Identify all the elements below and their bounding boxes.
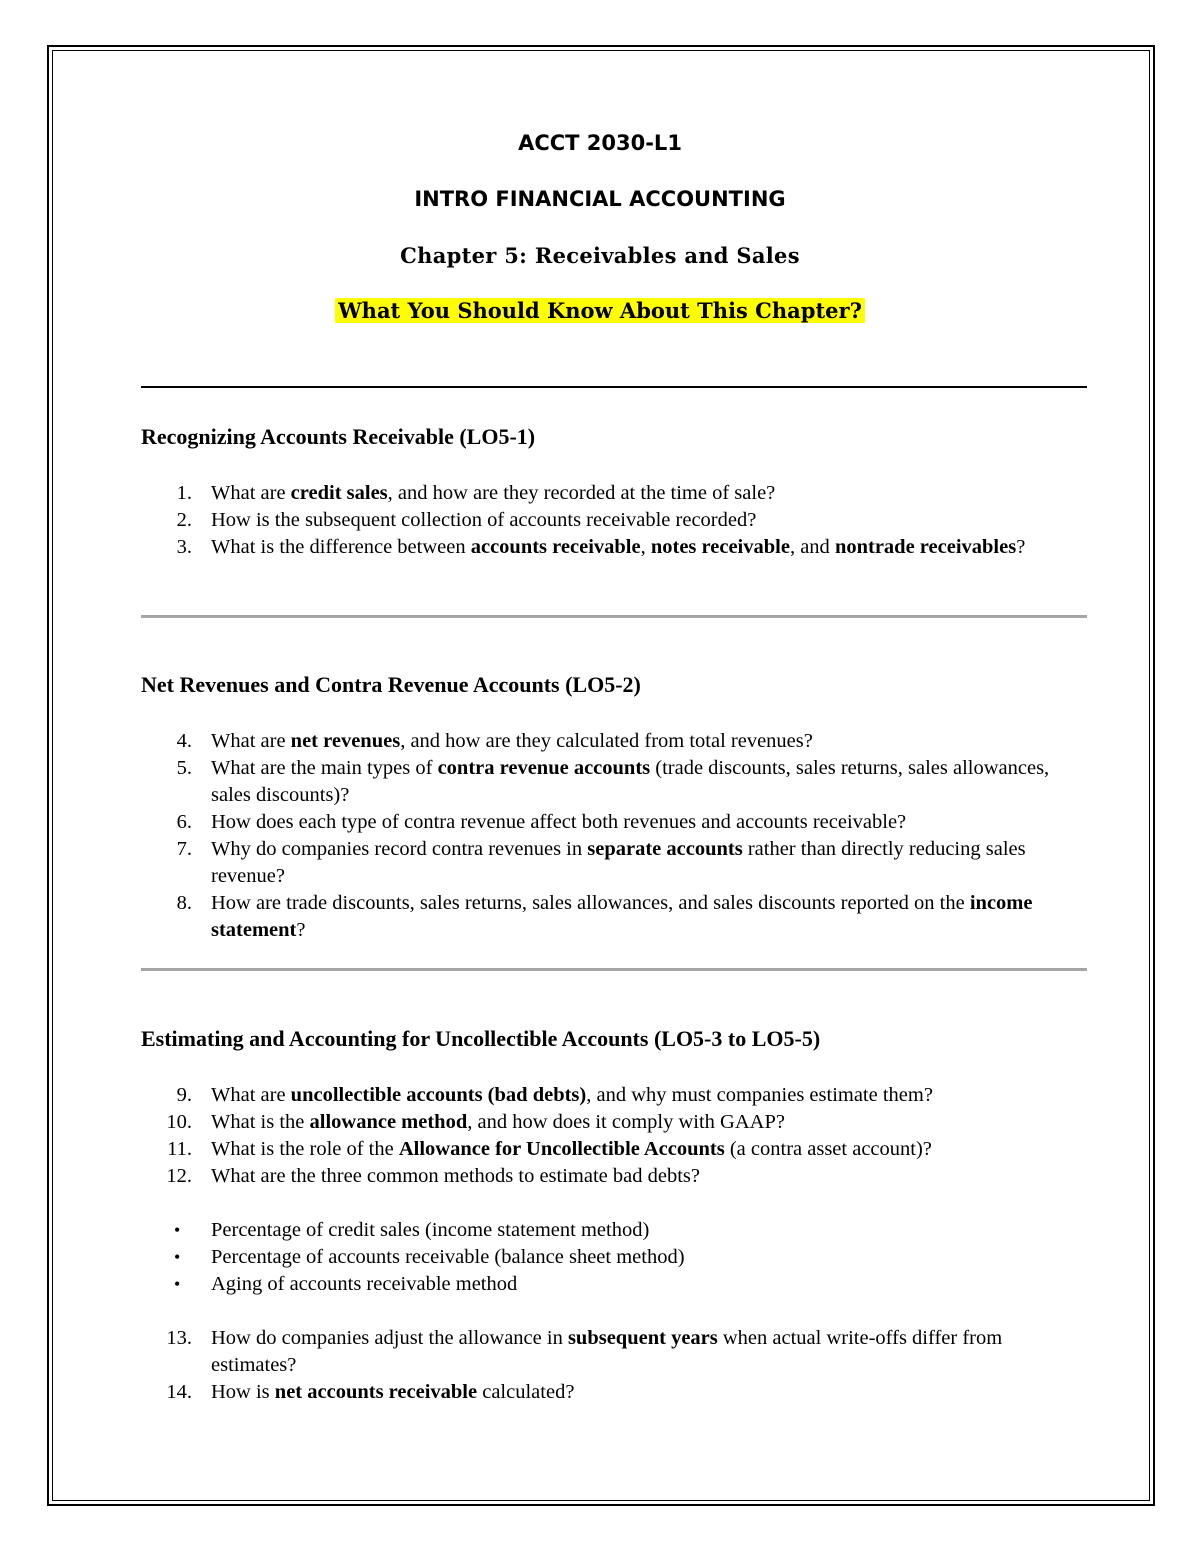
question-text: , and — [789, 536, 835, 558]
list-spacer — [0, 1190, 1200, 1217]
key-term: Allowance for Uncollectible Accounts — [398, 1138, 725, 1160]
question-text: What is the — [211, 1111, 310, 1133]
bullet-item — [0, 1271, 1081, 1298]
question-item — [0, 1379, 1081, 1406]
key-term: income statement — [211, 892, 1033, 941]
question-number: 13. — [166, 1327, 192, 1349]
question-number: 3. — [176, 536, 192, 558]
question-text: How do companies adjust the allowance in — [211, 1327, 568, 1349]
question-text: What is the role of the — [211, 1138, 399, 1160]
question-text: How does each type of contra revenue affect both revenues and accounts receivable? — [211, 811, 907, 833]
key-term: net accounts receivable — [274, 1381, 478, 1403]
question-item — [0, 1109, 1081, 1136]
course-code: ACCT 2030-L1 — [518, 131, 682, 155]
question-text: Percentage of credit sales (income statement method) — [211, 1219, 650, 1241]
bullet-marker: • — [174, 1247, 181, 1267]
question-item — [0, 755, 1081, 809]
question-item — [0, 507, 1081, 534]
bullet-item — [0, 1217, 1081, 1244]
question-text: (a contra asset account)? — [724, 1138, 932, 1160]
key-term: accounts receivable — [470, 536, 641, 558]
key-term: uncollectible accounts (bad debts) — [290, 1084, 587, 1106]
section-divider — [141, 968, 1087, 971]
section-heading: Recognizing Accounts Receivable (LO5-1) — [141, 424, 536, 449]
question-text: Aging of accounts receivable method — [211, 1273, 518, 1295]
key-term: subsequent years — [567, 1327, 718, 1349]
question-text: calculated? — [477, 1381, 575, 1403]
bullet-marker: • — [174, 1220, 181, 1240]
question-text: What are the three common methods to estimate bad debts? — [211, 1165, 700, 1187]
section-divider — [141, 615, 1087, 618]
question-list — [0, 480, 1200, 561]
question-text: (trade discounts, sales returns, sales allowances, sales discounts)? — [211, 757, 1050, 806]
question-item — [0, 534, 1081, 561]
list-spacer — [0, 1298, 1200, 1325]
question-text: when actual write-offs differ from estimates? — [211, 1327, 1003, 1376]
question-text: How is — [211, 1381, 275, 1403]
key-term: separate accounts — [587, 838, 743, 860]
header-divider — [141, 386, 1087, 388]
question-text: , and how are they recorded at the time of sale? — [387, 482, 776, 504]
question-item — [0, 1082, 1081, 1109]
question-number: 9. — [176, 1084, 192, 1106]
question-number: 2. — [176, 509, 192, 531]
question-text: How are trade discounts, sales returns, sales allowances, and sales discounts reported on the — [211, 892, 970, 914]
question-text: ? — [296, 919, 306, 941]
question-number: 4. — [176, 730, 192, 752]
chapter-prompt-text: What You Should Know About This Chapter? — [335, 298, 865, 323]
question-number: 6. — [176, 811, 192, 833]
chapter-prompt-highlight — [0, 298, 1200, 323]
question-number: 14. — [166, 1381, 192, 1403]
question-text: Percentage of accounts receivable (balance sheet method) — [211, 1246, 685, 1268]
question-item — [0, 890, 1081, 944]
section-heading: Net Revenues and Contra Revenue Accounts (LO5-2) — [141, 672, 641, 697]
question-text: What are the main types of — [211, 757, 438, 779]
question-number: 12. — [166, 1165, 192, 1187]
question-list — [0, 728, 1200, 944]
question-item — [0, 728, 1081, 755]
question-number: 10. — [166, 1111, 192, 1133]
bullet-item — [0, 1244, 1081, 1271]
key-term: notes receivable — [650, 536, 790, 558]
question-list — [0, 1082, 1200, 1406]
bullet-marker: • — [174, 1274, 181, 1294]
question-item — [0, 836, 1081, 890]
key-term: nontrade receivables — [834, 536, 1017, 558]
question-item — [0, 809, 1081, 836]
question-number: 7. — [176, 838, 192, 860]
question-item — [0, 1136, 1081, 1163]
question-text: , — [640, 536, 651, 558]
key-term: net revenues — [290, 730, 401, 752]
question-item — [0, 1163, 1081, 1190]
question-text: What are — [211, 1084, 291, 1106]
question-text: ? — [1016, 536, 1026, 558]
question-text: What are — [211, 482, 291, 504]
question-text: , and how are they calculated from total revenues? — [400, 730, 813, 752]
question-text: What are — [211, 730, 291, 752]
key-term: contra revenue accounts — [437, 757, 651, 779]
question-number: 5. — [176, 757, 192, 779]
question-item — [0, 480, 1081, 507]
question-text: What is the difference between — [211, 536, 471, 558]
key-term: allowance method — [309, 1111, 468, 1133]
question-item — [0, 1325, 1081, 1379]
key-term: credit sales — [290, 482, 388, 504]
question-text: , and why must companies estimate them? — [586, 1084, 933, 1106]
question-text: , and how does it comply with GAAP? — [467, 1111, 785, 1133]
question-number: 1. — [176, 482, 192, 504]
question-text: How is the subsequent collection of accounts receivable recorded? — [211, 509, 757, 531]
question-number: 8. — [176, 892, 192, 914]
question-text: rather than directly reducing sales revenue? — [211, 838, 1026, 887]
section-heading: Estimating and Accounting for Uncollectible Accounts (LO5-3 to LO5-5) — [141, 1026, 821, 1051]
question-number: 11. — [167, 1138, 192, 1160]
course-title: INTRO FINANCIAL ACCOUNTING — [414, 187, 786, 211]
chapter-title: Chapter 5: Receivables and Sales — [400, 243, 800, 268]
question-text: Why do companies record contra revenues in — [211, 838, 588, 860]
